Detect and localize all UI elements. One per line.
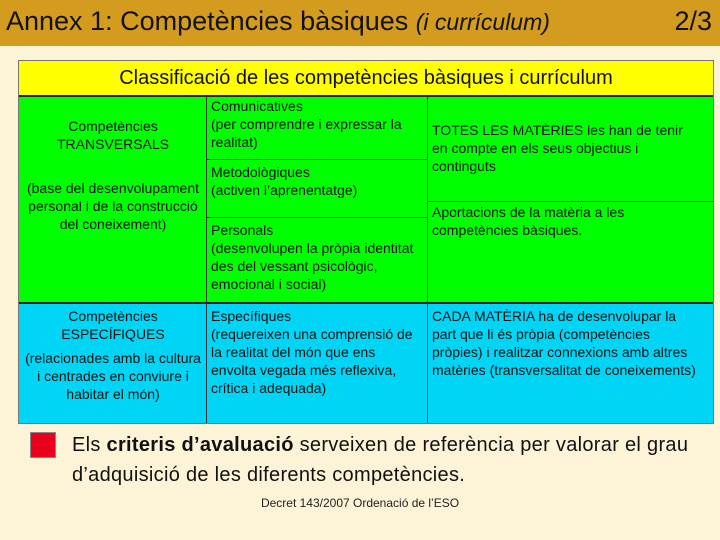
especifiques-mid-title: Específiques [211,308,292,324]
divider [206,97,207,423]
transversal-heading-line1: Competències [68,118,158,134]
especifiques-desc: (relacionades amb la cultura i centrades en conviure i habitar el món) [25,350,201,402]
especifiques-heading [23,307,203,343]
totes-materies-text: TOTES LES MATÈRIES les han de tenir en compte en els seus objectius i continguts [432,122,683,174]
table-header: Classificació de les competències bàsiques i currículum [19,61,713,97]
metodologiques-desc: (activen l’aprenentatge) [211,182,358,198]
cada-materia-text: CADA MATÈRIA ha de desenvolupar la part que li és pròpia (competències pròpies) i realitzar connexions amb altres matèries (transversalitat de coneixements) [432,308,696,378]
slide-title [6,6,550,37]
title-main: Annex 1: Competències bàsiques [6,6,416,36]
title-bar [0,0,720,46]
divider [207,217,427,218]
criteria-pre: Els [72,434,107,456]
comunicatives-desc: (per comprendre i expressar la realitat) [211,116,402,150]
transversal-desc: (base del desenvolupament personal i de la construcció del coneixement) [26,180,199,232]
transversal-section [19,97,713,302]
metodologiques-block [211,163,421,199]
personals-block [211,221,421,293]
page-number: 2/3 [674,6,712,36]
transversal-heading [23,117,203,153]
title-sub: (i currículum) [415,9,550,35]
criteria-post: serveixen de referència per valorar el grau d’adquisició de les diferents competències. [72,434,689,486]
bullet-icon [30,432,56,458]
transversal-heading-line2: TRANSVERSALS [56,136,170,152]
personals-desc: (desenvolupen la pròpia identitat des del vessant psicològic, emocional i social) [211,240,414,292]
especifiques-heading-line1: Competències [68,308,158,324]
divider [207,159,427,160]
especifiques-mid-desc: (requereixen una comprensió de la realitat del món que ens envolta vegada més reflexiva, crítica i adequada) [211,326,413,396]
aportacions-text: Aportacions de la matèria a les competències bàsiques. [432,204,625,238]
footer-reference: Decret 143/2007 Ordenació de l’ESO [260,496,460,510]
competencies-table [18,60,714,424]
comunicatives-block [211,97,421,151]
comunicatives-title: Comunicatives [211,98,303,114]
metodologiques-title: Metodològiques [211,164,310,180]
divider [427,97,428,423]
especifiques-heading-line2: ESPECÍFIQUES [61,326,165,342]
especifiques-section [19,302,713,423]
criteria-text [72,430,712,490]
criteria-bold: criteris d’avaluació [106,434,294,456]
personals-title: Personals [211,222,274,238]
especifiques-mid-block [211,307,421,397]
divider [428,201,713,202]
